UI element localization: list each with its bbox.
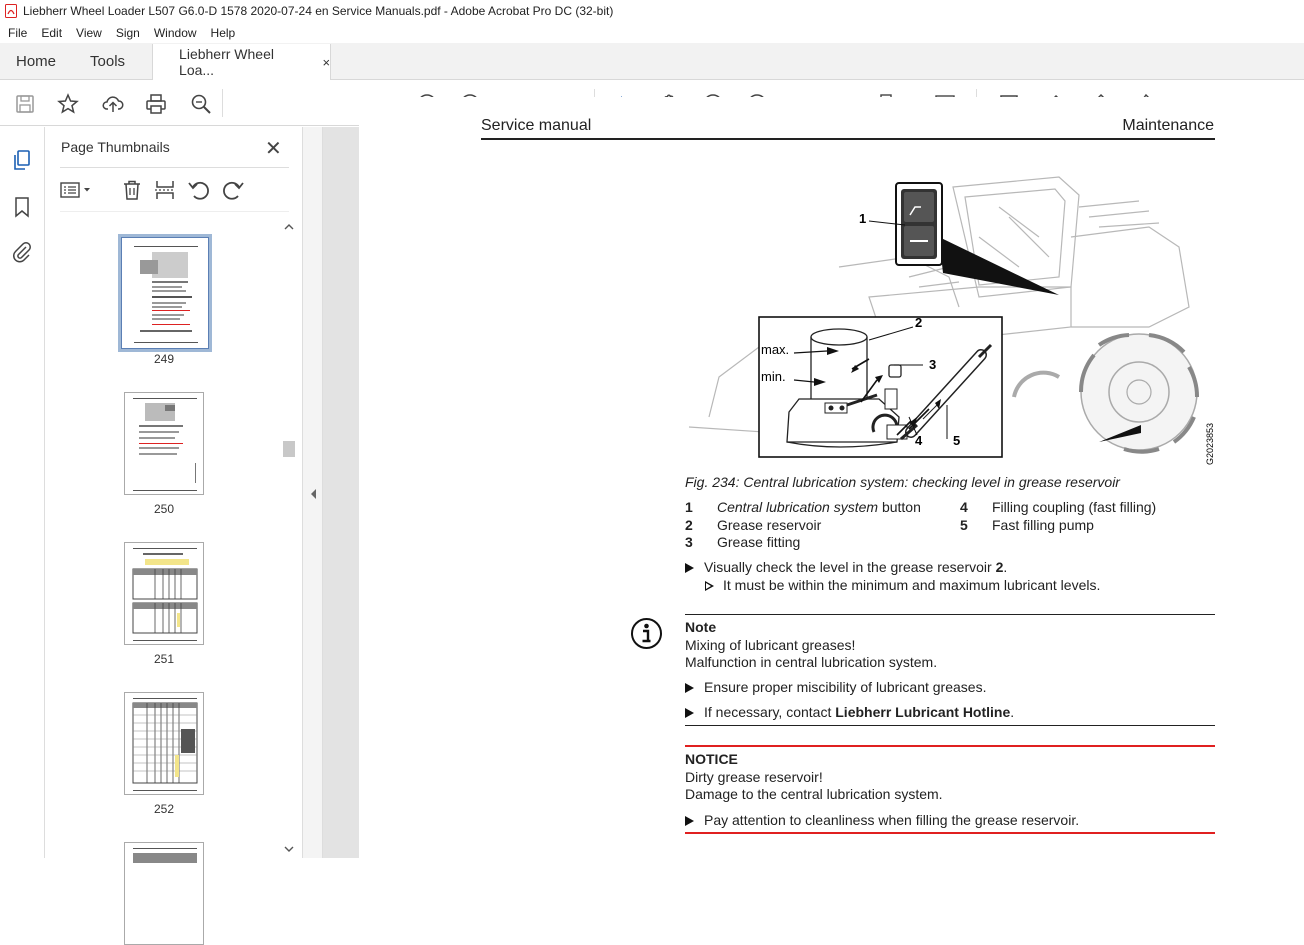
legend-item: 2 Grease reservoir [685, 516, 822, 533]
note-line: Malfunction in central lubrication system. [685, 654, 938, 670]
panel-title: Page Thumbnails [61, 139, 170, 155]
page-thumbnails-icon[interactable] [11, 149, 33, 171]
figure-lubrication-system [679, 177, 1219, 477]
thumbnail-page[interactable] [121, 237, 209, 349]
menu-edit[interactable]: Edit [41, 25, 63, 40]
divider [60, 167, 289, 168]
left-rail [0, 127, 45, 858]
tab-close-icon[interactable]: × [322, 54, 331, 70]
zoom-search-icon[interactable] [188, 91, 214, 117]
label-max: max. [761, 342, 790, 357]
note-rule [685, 614, 1215, 615]
result-arrow-icon [705, 581, 714, 591]
notice-rule [685, 832, 1215, 834]
thumbnail-page[interactable] [124, 842, 204, 945]
tab-tools[interactable]: Tools [90, 52, 126, 70]
menu-window[interactable]: Window [153, 25, 197, 40]
delete-page-icon[interactable] [120, 179, 144, 201]
panel-splitter[interactable] [302, 127, 323, 858]
note-action: Ensure proper miscibility of lubricant greases. [685, 679, 986, 695]
page-header-left: Service manual [481, 117, 592, 134]
bookmark-icon[interactable] [11, 196, 33, 218]
tab-bar [0, 43, 1304, 80]
thumbnail-page[interactable] [124, 392, 204, 495]
thumbnail-page[interactable] [124, 692, 204, 795]
callout-5: 5 [953, 433, 961, 448]
callout-3: 3 [929, 357, 937, 372]
notice-line: Dirty grease reservoir! [685, 768, 823, 785]
tab-document-label: Liebherr Wheel Loa... [179, 46, 274, 78]
menu-view[interactable]: View [76, 25, 102, 40]
instruction-step: Visually check the level in the grease reservoir 2. [685, 559, 1007, 575]
callout-wedge [939, 237, 1059, 295]
notice-line: Damage to the central lubrication system. [685, 786, 943, 802]
extract-pages-icon[interactable] [153, 179, 177, 201]
wheel-drawing [1014, 334, 1197, 452]
menu-help[interactable]: Help [210, 25, 236, 40]
tab-home[interactable]: Home [16, 52, 57, 70]
rotate-left-icon[interactable] [187, 179, 211, 201]
notice-rule [685, 745, 1215, 747]
thumbnail-page[interactable] [124, 542, 204, 645]
thumbnail-label: 250 [153, 502, 175, 516]
legend-item: 4 Filling coupling (fast filling) [960, 499, 1157, 515]
header-rule [481, 138, 1215, 140]
note-block [685, 619, 937, 672]
action-arrow-icon [685, 816, 694, 826]
collapse-panel-icon[interactable] [303, 127, 324, 858]
attachment-icon[interactable] [11, 241, 33, 263]
note-line: Mixing of lubricant greases! [685, 636, 856, 653]
print-icon[interactable] [143, 91, 169, 117]
legend-right [960, 499, 1156, 534]
note-action: If necessary, contact Liebherr Lubricant Hotline. [685, 704, 1014, 720]
notice-title: NOTICE [685, 751, 738, 767]
thumbnail-preview [125, 693, 205, 796]
thumbnail-preview [125, 543, 205, 646]
window-title: Liebherr Wheel Loader L507 G6.0-D 1578 2020-07-24 en Service Manuals.pdf - Adobe Acrobat Pro DC (32-bit) [23, 4, 614, 18]
grease-reservoir-inset [759, 315, 1002, 457]
label-min: min. [761, 369, 786, 384]
menu-file[interactable]: File [8, 25, 28, 40]
save-icon[interactable] [12, 91, 38, 117]
menu-sign[interactable]: Sign [115, 25, 140, 40]
thumbnail-label: 251 [153, 652, 175, 666]
menu-bar [0, 22, 1304, 43]
options-menu-icon[interactable] [60, 179, 94, 201]
toolbar-separator [222, 89, 223, 117]
upload-cloud-icon[interactable] [100, 91, 126, 117]
legend-item: 5 Fast filling pump [960, 516, 1094, 533]
close-icon[interactable]: ✕ [265, 138, 282, 160]
acrobat-icon [5, 4, 17, 18]
callout-2: 2 [915, 315, 923, 330]
figure-caption: Fig. 234: Central lubrication system: checking level in grease reservoir [685, 474, 1120, 490]
callout-4: 4 [915, 433, 923, 448]
tab-document[interactable] [152, 44, 331, 80]
legend-left [685, 499, 921, 552]
pdf-page [359, 97, 1304, 887]
callout-1: 1 [859, 211, 867, 226]
title-bar [0, 0, 1304, 22]
page-header-right: Maintenance [1122, 117, 1214, 134]
notice-block [685, 751, 943, 804]
thumbnail-preview [122, 238, 210, 350]
notice-action: Pay attention to cleanliness when filling the grease reservoir. [685, 812, 1079, 828]
thumbnail-preview [125, 843, 205, 863]
action-arrow-icon [685, 563, 694, 573]
star-icon[interactable] [55, 91, 81, 117]
rotate-right-icon[interactable] [221, 179, 245, 201]
step-result: It must be within the minimum and maximum lubricant levels. [705, 577, 1100, 593]
figure-code: G2023853 [1205, 422, 1215, 465]
legend-item: 3 Grease fitting [685, 534, 801, 550]
note-title: Note [685, 619, 717, 635]
divider [60, 211, 289, 212]
thumbnail-label: 249 [153, 352, 175, 366]
legend-item: 1 Central lubrication system button [685, 499, 921, 515]
info-icon [630, 617, 663, 650]
note-rule [685, 725, 1215, 726]
thumbnail-list [46, 222, 282, 858]
document-viewer[interactable] [323, 117, 1304, 858]
thumbnail-scrollbar[interactable] [279, 222, 299, 858]
thumbnail-label: 252 [153, 802, 175, 816]
action-arrow-icon [685, 683, 694, 693]
switch-drawing [896, 183, 942, 265]
thumbnail-preview [125, 393, 205, 496]
thumbnails-panel [46, 127, 301, 858]
action-arrow-icon [685, 708, 694, 718]
